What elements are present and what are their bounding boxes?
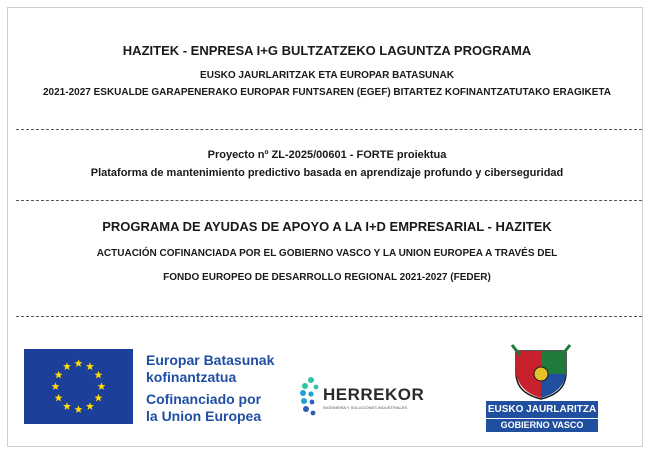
program-title: PROGRAMA DE AYUDAS DE APOYO A LA I+D EMPRESARIAL - HAZITEK — [102, 219, 552, 234]
program-line-2: FONDO EUROPEO DE DESARROLLO REGIONAL 2021-2027 (FEDER) — [163, 272, 491, 283]
eu-star — [94, 371, 102, 379]
eu-star — [63, 402, 71, 410]
header-line-1: EUSKO JAURLARITZAK ETA EUROPAR BATASUNAK — [200, 70, 454, 81]
eu-star — [55, 394, 63, 402]
eu-star — [94, 394, 102, 402]
eu-text-line-2: kofinantzatua — [146, 369, 237, 385]
herrekor-dots-icon — [300, 377, 322, 417]
project-line-2: Plataforma de mantenimiento predictivo basada en aprendizaje profundo y ciberseguridad — [90, 167, 564, 179]
herrekor-logo-tagline: INGENIERÍA Y SOLUCIONES INDUSTRIALES — [323, 405, 408, 410]
eu-star — [52, 382, 60, 390]
eu-star — [63, 362, 71, 370]
project-line-1: Proyecto nº ZL-2025/00601 - FORTE proiektua — [207, 149, 447, 161]
eu-stars-icon — [24, 349, 133, 424]
eu-star — [75, 359, 83, 367]
divider-3 — [16, 316, 642, 317]
eu-text-line-1: Europar Batasunak — [146, 352, 275, 368]
header-line-2: 2021-2027 ESKUALDE GARAPENERAKO EUROPAR FUNTSAREN (EGEF) BITARTEZ KOFINANTZATUTAKO ERAGIKETA — [43, 87, 611, 98]
divider-1 — [16, 129, 642, 130]
eu-star — [55, 371, 63, 379]
eu-star — [98, 382, 106, 390]
eu-star — [86, 402, 94, 410]
gobierno-vasco-crest-icon — [510, 343, 572, 401]
program-line-1: ACTUACIÓN COFINANCIADA POR EL GOBIERNO VASCO Y LA UNION EUROPEA A TRAVÉS DEL — [96, 248, 558, 259]
header-title: HAZITEK - ENPRESA I+G BULTZATZEKO LAGUNTZA PROGRAMA — [122, 43, 532, 58]
eu-star — [86, 362, 94, 370]
divider-2 — [16, 200, 642, 201]
gobierno-vasco-line-1: EUSKO JAURLARITZA — [486, 401, 598, 418]
eu-star — [75, 405, 83, 413]
gobierno-vasco-line-2: GOBIERNO VASCO — [486, 418, 598, 432]
eu-text-line-3: Cofinanciado por — [146, 391, 262, 407]
eu-text-line-4: la Union Europea — [146, 408, 262, 424]
herrekor-logo-name: HERREKOR — [323, 385, 425, 404]
eu-flag-logo — [24, 349, 133, 424]
